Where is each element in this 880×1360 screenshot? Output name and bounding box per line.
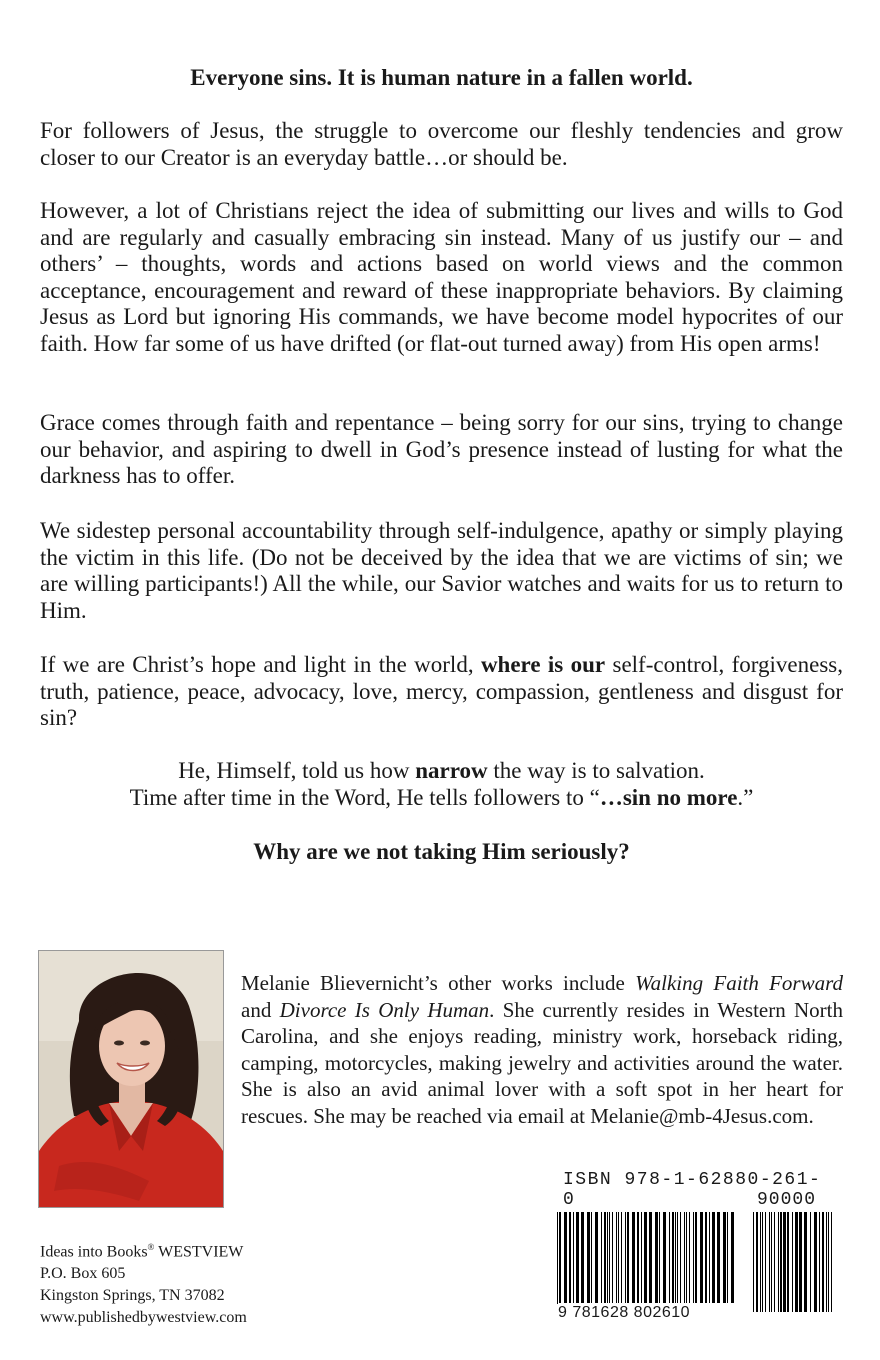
addon-bar	[778, 1212, 779, 1312]
addon-bar	[753, 1212, 754, 1312]
publisher-address	[40, 1236, 340, 1329]
barcode-bar	[609, 1212, 610, 1304]
addon-bar	[760, 1212, 761, 1312]
salvation-lines	[40, 758, 843, 811]
paragraph-1: For followers of Jesus, the struggle to overcome our fleshly tendencies and grow closer to our Creator is an everyday battle…or should be.	[40, 118, 843, 170]
addon-bar	[765, 1212, 766, 1312]
author-portrait-illustration	[39, 951, 223, 1207]
bio-part-1: Melanie Blievernicht’s other works include	[241, 971, 636, 995]
addon-bar	[762, 1212, 763, 1312]
barcode-bar	[604, 1212, 606, 1304]
paragraph-5-before: If we are Christ’s hope and light in the world,	[40, 652, 481, 677]
barcode-bar	[569, 1212, 571, 1304]
barcode-bar	[709, 1212, 710, 1304]
paragraph-3: Grace comes through faith and repentance – being sorry for our sins, trying to change our behavior, and aspiring to dwell in God’s presence instead of lusting for what the darkness has to offer.	[40, 410, 843, 488]
author-bio	[241, 970, 843, 1129]
publisher-name: Ideas into Books	[40, 1243, 148, 1261]
addon-bar	[826, 1212, 827, 1312]
addon-bar	[787, 1212, 789, 1312]
isbn-label: ISBN 978-1-62880-261-0	[563, 1170, 822, 1210]
addon-bar	[831, 1212, 832, 1312]
line-1-before: He, Himself, told us how	[178, 758, 416, 783]
barcode-bar	[644, 1212, 647, 1304]
line-2-bold: …sin no more	[599, 784, 738, 810]
addon-bar	[819, 1212, 820, 1312]
barcode-bar	[669, 1212, 670, 1304]
barcode-bar	[595, 1212, 598, 1304]
barcode-bar	[559, 1212, 561, 1304]
publisher-line-2: P.O. Box 605	[40, 1265, 126, 1283]
addon-bar	[756, 1212, 758, 1312]
publisher-line-1	[40, 1236, 340, 1263]
author-photo	[38, 950, 224, 1208]
headline-top: Everyone sins. It is human nature in a fallen world.	[190, 65, 693, 90]
addon-bar	[814, 1212, 817, 1312]
barcode-bar	[649, 1212, 652, 1304]
addon-bar	[799, 1212, 802, 1312]
barcode-bar	[607, 1212, 608, 1304]
barcode-bar	[680, 1212, 681, 1304]
barcode-bar	[672, 1212, 674, 1304]
barcode-bar	[675, 1212, 676, 1304]
addon-bar	[810, 1212, 811, 1312]
barcode-bar	[576, 1212, 579, 1304]
publisher-line-3: Kingston Springs, TN 37082	[40, 1287, 225, 1305]
salvation-line-2	[40, 785, 843, 812]
headline-bottom: Why are we not taking Him seriously?	[253, 839, 630, 864]
isbn-barcode	[553, 1212, 838, 1312]
barcode-bar	[587, 1212, 590, 1304]
bio-title-2: Divorce Is Only Human	[279, 997, 490, 1022]
barcode-bar	[641, 1212, 642, 1304]
addon-bar	[771, 1212, 772, 1312]
barcode-bar	[663, 1212, 666, 1304]
barcode-bar	[712, 1212, 715, 1304]
barcode-bar	[625, 1212, 626, 1304]
bio-title-1: Walking Faith Forward	[635, 971, 843, 995]
barcode-bar	[727, 1212, 728, 1304]
barcode-bar	[717, 1212, 720, 1304]
addon-bar	[828, 1212, 829, 1312]
paragraph-5	[40, 652, 843, 732]
paragraph-5-bold: where is our	[480, 652, 606, 677]
barcode-bar	[686, 1212, 687, 1304]
paragraph-5-after: self-control, forgiveness, truth, patience, peace, advocacy, love, mercy, compassion, gentleness and disgust for sin?	[40, 652, 843, 730]
barcode-bar	[659, 1212, 660, 1304]
bio-part-2: and	[241, 997, 280, 1022]
barcode-bar	[655, 1212, 658, 1304]
registered-mark: ®	[147, 1242, 155, 1252]
barcode-bar	[632, 1212, 635, 1304]
addon-bar	[780, 1212, 782, 1312]
barcode-bar	[731, 1212, 734, 1304]
barcode-bar	[627, 1212, 629, 1304]
barcode-bar	[695, 1212, 697, 1304]
barcode-bar	[601, 1212, 602, 1304]
line-1-bold: narrow	[415, 758, 488, 783]
barcode-bar	[573, 1212, 574, 1304]
barcode-digits: 9 781628 802610	[558, 1303, 738, 1323]
barcode-bar	[693, 1212, 694, 1304]
barcode-bar	[689, 1212, 690, 1304]
salvation-line-1	[40, 758, 843, 785]
line-1-after: the way is to salvation.	[487, 758, 705, 783]
paragraph-2: However, a lot of Christians reject the idea of submitting our lives and wills to God and are regularly and casually embracing sin instead. Many of us justify our – and others’ – thoughts, words and actions based on world views and the common acceptance, encouragement and reward of these inappropriate behaviors. By claiming Jesus as Lord but ignoring His commands, we have become model hypocrites of our faith. How far some of us have drifted (or flat-out turned away) from His open arms!	[40, 198, 843, 356]
paragraph-4: We sidestep personal accountability through self-indulgence, apathy or simply playing the victim in this life. (Do not be deceived by the idea that we are victims of sin; we are willing participants!) All the while, our Savior watches and waits for us to return to Him.	[40, 518, 843, 623]
isbn-addon-label: 90000	[757, 1190, 817, 1210]
addon-bar	[795, 1212, 798, 1312]
barcode-bar	[618, 1212, 619, 1304]
barcode-bar	[637, 1212, 639, 1304]
barcode-bar	[591, 1212, 592, 1304]
line-2-after: .”	[737, 784, 754, 810]
barcode-bar	[564, 1212, 567, 1304]
addon-bar	[792, 1212, 793, 1312]
publisher-brand: WESTVIEW	[154, 1243, 244, 1261]
barcode-bar	[700, 1212, 703, 1304]
barcode-bar	[677, 1212, 678, 1304]
addon-bar	[783, 1212, 786, 1312]
barcode-bar	[705, 1212, 707, 1304]
publisher-website[interactable]: www.publishedbywestview.com	[40, 1309, 247, 1327]
addon-bar	[769, 1212, 770, 1312]
barcode-bar	[581, 1212, 584, 1304]
addon-bar	[774, 1212, 775, 1312]
line-2-before: Time after time in the Word, He tells followers to “	[129, 784, 600, 810]
barcode-bar	[616, 1212, 617, 1304]
barcode-bar	[684, 1212, 685, 1304]
addon-bar	[822, 1212, 824, 1312]
barcode-bar	[723, 1212, 726, 1304]
addon-bar	[804, 1212, 807, 1312]
barcode-bar	[612, 1212, 613, 1304]
bio-part-3: . She currently resides in Western North Carolina, and she enjoys reading, ministry work, horseback riding, camping, motorcycles, making jewelry and activities around the water. She is also an avid animal lover with a soft spot in her heart for rescues. She may be reached via email at Melanie@mb-4Jesus.com.	[241, 997, 843, 1128]
barcode-bar	[557, 1212, 558, 1304]
barcode-bar	[621, 1212, 622, 1304]
